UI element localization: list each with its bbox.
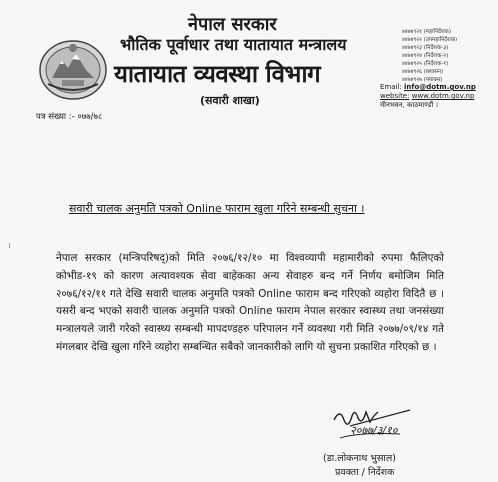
office-location: मीनभवन, काठमाण्डौं । bbox=[380, 101, 439, 109]
notice-body: नेपाल सरकार (मन्त्रिपरिषद्)को मिति २०७६/१२/१० मा विश्वव्यापी महामारीको रुपमा फैलिएको कोभीड-१९ को कारण अत्यावश्यक सेवा बाहेकका अन्य सेवाहरु बन्द गर्ने निर्णय बमोजिम मिति २०७६/१२/११ गते देखि सवारी चालक अनुमति पत्रको Online फाराम बन्द गरिएको व्यहोरा विदितै छ । यसरी बन्द भएको सवारी चालक अनुमति पत्रको Online फाराम नेपाल सरकार स्वास्थ्य तथा जनसंख्या मन्त्रालयले जारी गरेको स्वास्थ्य सम्बन्धी मापदण्डहरु परिपालन गर्ने व्यवस्था गरी मिति २०७७/०९/१४ गते मंगलबार देखि खुला गरिने व्यहोरा सम्बन्धित सबैको जानकारीको लागि यो सुचना प्रकाशित गरिएको छ । bbox=[56, 252, 444, 353]
contact-block bbox=[380, 83, 476, 110]
handwritten-signature bbox=[330, 400, 420, 442]
signatory-title: प्रवक्ता / निर्देशक bbox=[335, 467, 395, 478]
notice-title: सवारी चालक अनुमति पत्रको Online फाराम खुला गरिने सम्बन्धी सुचना । bbox=[69, 202, 365, 215]
phone-row: ४४७४९२३ (निर्देशक-३) bbox=[402, 45, 449, 51]
ministry-name: भौतिक पूर्वाधार तथा यातायात मन्त्रालय bbox=[120, 35, 347, 54]
phone-list bbox=[402, 28, 496, 84]
reference-number: पत्र संख्या :- ०७७/७८ bbox=[36, 112, 103, 122]
signatory-name: (डा.लोकनाथ भुसाल) bbox=[323, 453, 396, 464]
government-name: नेपाल सरकार bbox=[188, 14, 277, 35]
website-link[interactable]: www.dotm.gov.np bbox=[411, 92, 475, 100]
email-label: Email: bbox=[380, 83, 402, 91]
phone-row: ४४७४९२२ (उपमहानिर्देशक) bbox=[402, 37, 458, 43]
department-name: यातायात व्यवस्था विभाग bbox=[114, 60, 321, 88]
phone-row: ४४७४९२१ (महानिर्देशक) bbox=[402, 29, 452, 35]
phone-row: ४४७४९२६ (प्रशासन) bbox=[402, 69, 444, 75]
branch-name: (सवारी शाखा) bbox=[200, 94, 260, 107]
phone-row: ४४७४९२७ (फ्याक्स) bbox=[402, 77, 443, 83]
website-label: website: bbox=[380, 92, 410, 100]
government-emblem bbox=[38, 38, 108, 102]
scan-mark bbox=[9, 243, 10, 248]
website-line bbox=[380, 92, 476, 101]
phone-row: ४४७४९२५ (निर्देशक-१) bbox=[402, 61, 449, 67]
phone-row: ४४७४९२४ (निर्देशक-२) bbox=[402, 53, 449, 59]
email-link[interactable]: info@dotm.gov.np bbox=[404, 83, 476, 91]
signature-date: २०७७/३/१० bbox=[350, 424, 398, 437]
email-line bbox=[380, 83, 476, 92]
